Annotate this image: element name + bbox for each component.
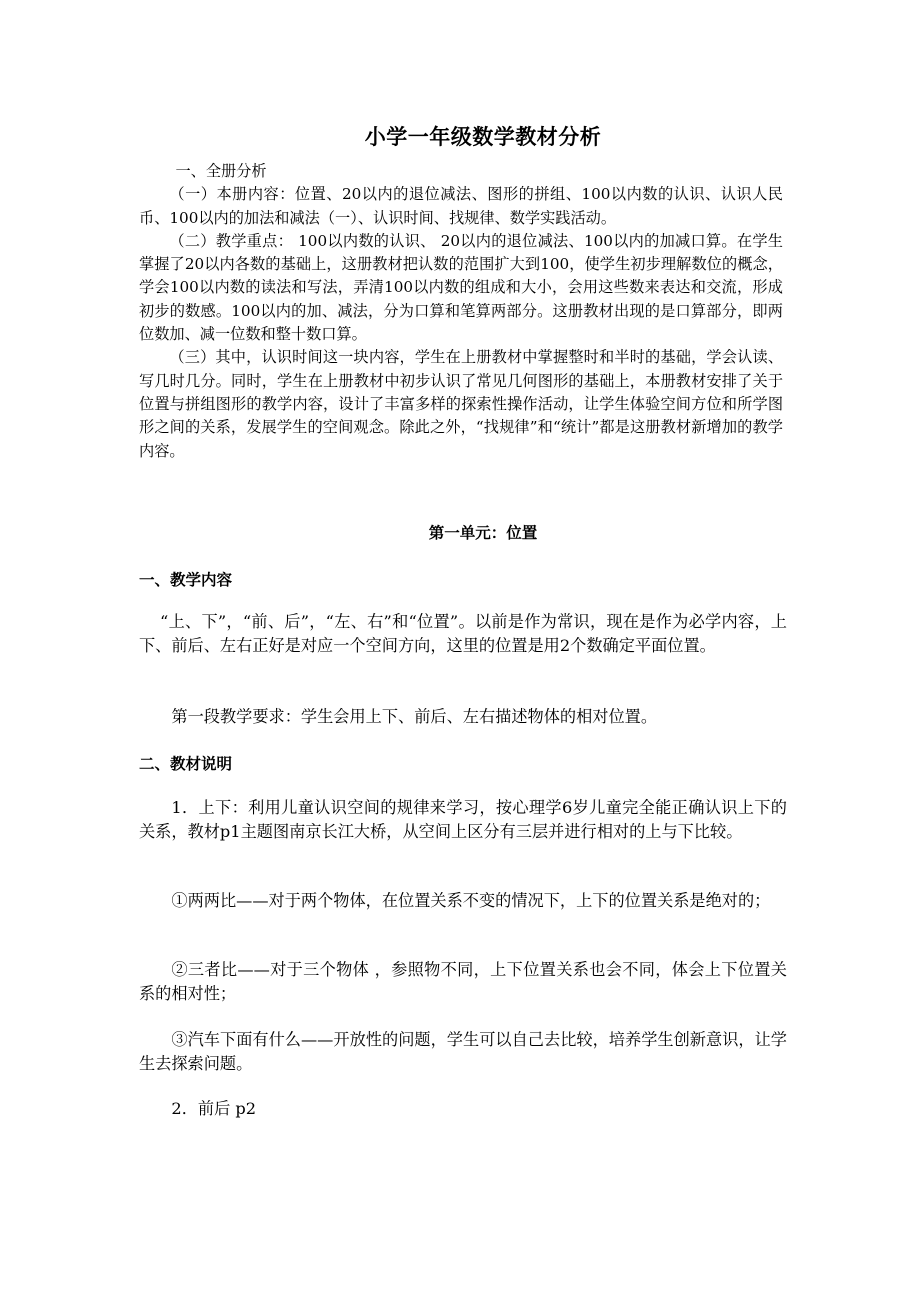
point-2-paragraph: ②三者比——对于三个物体 ，参照物不同，上下位置关系也会不同，体会上下位置关系的相对性；	[139, 960, 787, 1003]
content-paragraph: “上、下”，“前、后”，“左、右”和“位置”。以前是作为常识，现在是作为必学内容，上下、前后、左右正好是对应一个空间方向，这里的位置是用2个数确定平面位置。	[139, 612, 787, 655]
overview-paragraph-3: （三）其中，认识时间这一块内容，学生在上册教材中掌握整时和半时的基础，学会认读、写几时几分。同时，学生在上册教材中初步认识了常见几何图形的基础上，本册教材安排了关于位置与拼组图形的教学内容，设计了丰富多样的探索性操作活动，让学生体验空间方位和所学图形之间的关系，发展学生的空间观念。除此之外，“找规律”和“统计”都是这册教材新增加的教学内容。	[139, 348, 783, 460]
requirement-paragraph: 第一段教学要求：学生会用上下、前后、左右描述物体的相对位置。	[171, 707, 658, 726]
unit-title: 第一单元：位置	[428, 523, 538, 542]
point-3-paragraph: ③汽车下面有什么——开放性的问题，学生可以自己去比较，培养学生创新意识，让学生去探索问题。	[139, 1030, 787, 1073]
overview-paragraph-2: （二）教学重点： 100以内数的认识、 20以内的退位减法、100以内的加减口算。在学生掌握了20以内各数的基础上，这册教材把认数的范围扩大到100，使学生初步理解数位的概念，学会100以内数的读法和写法，弄清100以内数的组成和大小，会用这些数来表达和交流，形成初步的数感。100以内的加、减法，分为口算和笔算两部分。这册教材出现的是口算部分，即两位数加、减一位数和整十数口算。	[139, 231, 783, 344]
overview-section	[139, 160, 783, 463]
document-title: 小学一年级数学教材分析	[364, 124, 602, 149]
section-heading-content: 一、教学内容	[139, 570, 233, 589]
item-1-paragraph: 1．上下：利用儿童认识空间的规律来学习，按心理学6岁儿童完全能正确认识上下的关系，教材p1主题图南京长江大桥，从空间上区分有三层并进行相对的上与下比较。	[139, 798, 787, 841]
overview-paragraph-1: （一）本册内容：位置、20以内的退位减法、图形的拼组、100以内数的认识、认识人民币、100以内的加法和减法（一）、认识时间、找规律、数学实践活动。	[139, 185, 783, 227]
overview-heading: 一、全册分析	[175, 162, 267, 180]
item-2-paragraph: 2．前后 p2	[171, 1099, 257, 1118]
point-1-paragraph: ①两两比——对于两个物体，在位置关系不变的情况下，上下的位置关系是绝对的；	[171, 891, 771, 910]
section-heading-explanation: 二、教材说明	[139, 754, 233, 773]
